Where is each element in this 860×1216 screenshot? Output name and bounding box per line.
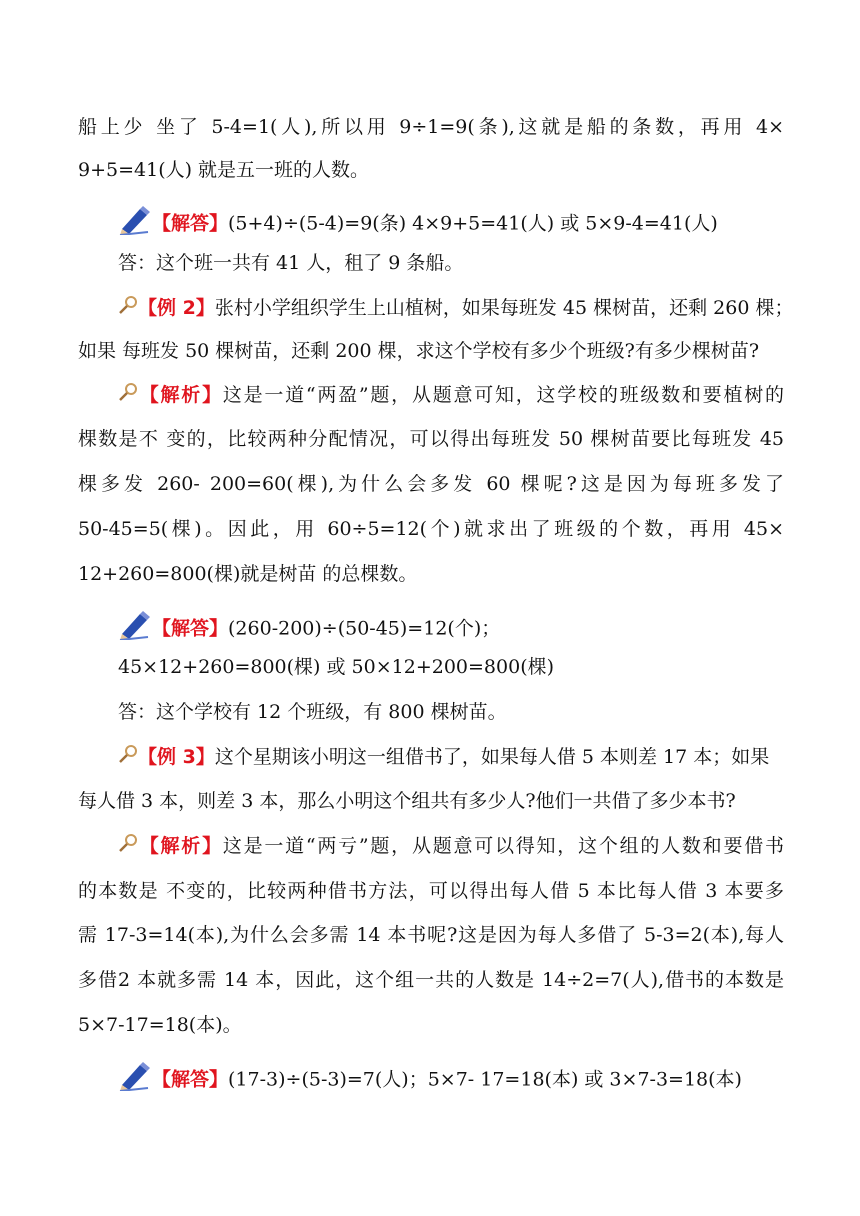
magnifier-icon [118,832,138,862]
analysis-heading [118,380,784,411]
text-line: 棵多发 260- 200=60(棵),为什么会多发 60 棵呢?这是因为每班多发了 [78,473,784,495]
answer-line: 答：这个学校有 12 个班级，有 800 棵树苗。 [118,701,507,723]
analysis-tag: 【解析】 [138,835,223,857]
example-heading [118,293,794,324]
text-line: 多借2 本就多需 14 本，因此，这个组一共的人数是 14÷2=7(人),借书的本数是 [78,969,784,991]
text-line: 50-45=5(棵)。因此，用 60÷5=12(个)就求出了班级的个数，再用 45× [78,518,784,540]
answer-block [118,610,784,649]
answer-tag: 【解答】 [152,1068,229,1091]
pencil-icon [118,1061,152,1100]
answer-tag: 【解答】 [152,617,229,640]
answer-block [118,205,784,244]
answer-line: 45×12+260=800(棵) 或 50×12+200=800(棵) [118,656,555,678]
answer-block [118,1061,784,1100]
text-line: 如果 每班发 50 棵树苗，还剩 200 棵，求这个学校有多少个班级?有多少棵树苗? [78,340,760,362]
pencil-icon [118,205,152,244]
text-line: 棵数是不 变的，比较两种分配情况，可以得出每班发 50 棵树苗要比每班发 45 [78,428,784,450]
text-line: 12+260=800(棵)就是树苗 的总棵数。 [78,563,418,585]
analysis-heading [118,831,784,862]
answer-text: (260-200)÷(50-45)=12(个)； [228,617,501,640]
text-line: 5×7-17=18(本)。 [78,1014,242,1036]
example-heading [118,742,784,773]
answer-tag: 【解答】 [152,212,229,235]
analysis-text: 这是一道“两盈”题，从题意可知，这学校的班级数和要植树的 [222,384,784,406]
example-tag: 【例 3】 [138,746,215,768]
analysis-tag: 【解析】 [138,384,223,406]
answer-line: 答：这个班一共有 41 人，租了 9 条船。 [118,252,464,274]
pencil-icon [118,610,152,649]
example-text: 张村小学组织学生上山植树，如果每班发 45 棵树苗，还剩 260 棵； [214,297,794,319]
analysis-text: 这是一道“两亏”题，从题意可以得知，这个组的人数和要借书 [222,835,784,857]
magnifier-icon [118,381,138,411]
answer-text: (17-3)÷(5-3)=7(人)；5×7- 17=18(本) 或 3×7-3=18(本) [228,1068,742,1091]
answer-text: (5+4)÷(5-4)=9(条) 4×9+5=41(人) 或 5×9-4=41(人) [228,212,718,235]
magnifier-icon [118,294,138,324]
example-tag: 【例 2】 [138,297,215,319]
text-line: 9+5=41(人) 就是五一班的人数。 [78,159,370,181]
text-line: 每人借 3 本，则差 3 本，那么小明这个组共有多少人?他们一共借了多少本书? [78,790,736,812]
text-line: 船上少 坐了 5-4=1(人),所以用 9÷1=9(条),这就是船的条数，再用 4× [78,116,784,138]
text-line: 需 17-3=14(本),为什么会多需 14 本书呢?这是因为每人多借了 5-3=2(本),每人 [78,924,784,946]
example-text: 这个星期该小明这一组借书了，如果每人借 5 本则差 17 本；如果 [214,746,770,768]
magnifier-icon [118,743,138,773]
text-line: 的本数是 不变的，比较两种借书方法，可以得出每人借 5 本比每人借 3 本要多 [78,880,784,902]
